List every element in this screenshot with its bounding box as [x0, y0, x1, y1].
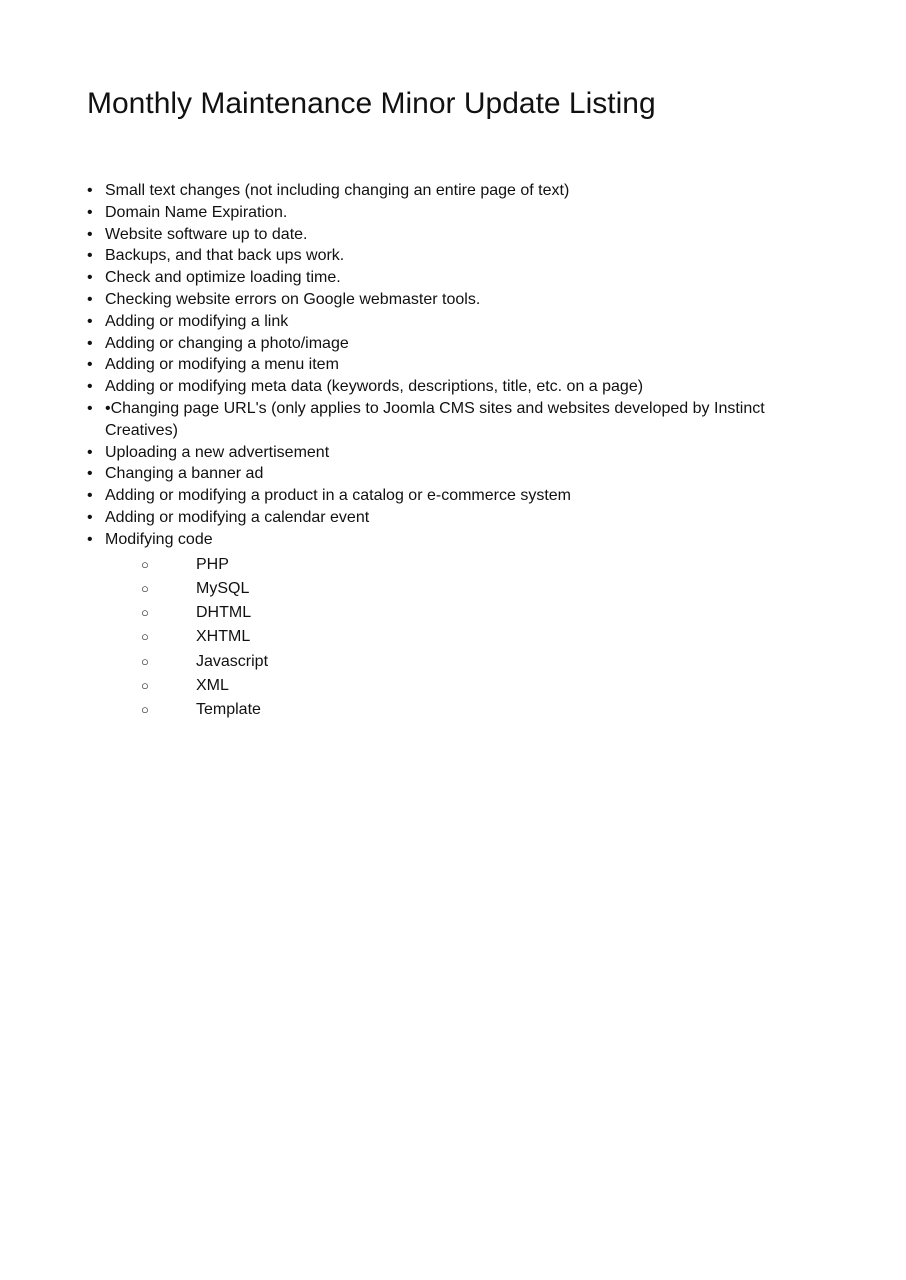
list-item-text: Adding or modifying a calendar event [105, 508, 370, 526]
maintenance-list [87, 180, 827, 723]
bullet-icon: • [87, 530, 93, 548]
bullet-icon: • [87, 334, 93, 352]
circle-bullet-icon: ○ [141, 702, 149, 718]
circle-bullet-icon: ○ [141, 678, 149, 694]
sublist-item [105, 553, 827, 577]
circle-bullet-icon: ○ [141, 580, 149, 596]
list-item [87, 224, 827, 246]
list-item-text: Uploading a new advertisement [105, 443, 330, 461]
sublist-item [105, 698, 827, 722]
bullet-icon: • [87, 399, 93, 417]
bullet-icon: • [87, 225, 93, 243]
list-item [87, 463, 827, 485]
list-item [87, 202, 827, 224]
bullet-icon: • [87, 182, 93, 199]
sublist-item [105, 577, 827, 601]
list-item [87, 398, 827, 442]
bullet-icon: • [87, 290, 93, 308]
bullet-icon: • [87, 443, 93, 461]
bullet-icon: • [87, 356, 93, 374]
list-item [87, 485, 827, 507]
sublist-item-text: Template [196, 701, 261, 719]
list-item-text: Domain Name Expiration. [105, 203, 288, 221]
page-title: Monthly Maintenance Minor Update Listing [87, 87, 656, 120]
sublist-item [105, 625, 827, 649]
list-item [87, 507, 827, 529]
list-item-text: Checking website errors on Google webmaster tools. [105, 290, 481, 308]
bullet-icon: • [87, 203, 93, 221]
list-item [87, 529, 827, 723]
list-item [87, 180, 827, 202]
sublist-item [105, 601, 827, 625]
bullet-icon: • [87, 312, 93, 330]
list-item-text: Check and optimize loading time. [105, 269, 341, 287]
bullet-icon: • [87, 487, 93, 505]
list-item-text: Adding or modifying a menu item [105, 356, 339, 374]
sublist-item-text: MySQL [196, 579, 250, 597]
sublist-item [105, 650, 827, 674]
circle-bullet-icon: ○ [141, 629, 149, 645]
sublist-item [105, 674, 827, 698]
circle-bullet-icon: ○ [141, 605, 149, 621]
list-item-text: Modifying code [105, 530, 213, 548]
bullet-icon: • [87, 465, 93, 483]
bullet-icon: • [87, 378, 93, 396]
sublist-item-text: XHTML [196, 628, 251, 646]
bullet-icon: • [87, 508, 93, 526]
list-item [87, 267, 827, 289]
list-item-text: •Changing page URL's (only applies to Joomla CMS sites and websites developed by Instinct Creatives) [105, 399, 765, 439]
list-item-text: Adding or changing a photo/image [105, 334, 349, 352]
bullet-icon: • [87, 269, 93, 287]
list-item [87, 354, 827, 376]
code-sublist [105, 553, 827, 723]
sublist-item-text: DHTML [196, 604, 252, 622]
list-item [87, 442, 827, 464]
list-item-text: Changing a banner ad [105, 465, 264, 483]
circle-bullet-icon: ○ [141, 653, 149, 669]
list-item-text: Adding or modifying a link [105, 312, 289, 330]
list-item-text: Backups, and that back ups work. [105, 247, 345, 265]
bullet-icon: • [87, 247, 93, 265]
sublist-item-text: PHP [196, 555, 229, 573]
list-item-text: Adding or modifying a product in a catalog or e-commerce system [105, 487, 571, 505]
list-item-text: Website software up to date. [105, 225, 308, 243]
circle-bullet-icon: ○ [141, 556, 149, 572]
list-item [87, 311, 827, 333]
sublist-item-text: Javascript [196, 652, 269, 670]
list-item [87, 289, 827, 311]
list-item-text: Small text changes (not including changing an entire page of text) [105, 182, 570, 199]
list-item [87, 333, 827, 355]
list-item [87, 376, 827, 398]
sublist-item-text: XML [196, 677, 229, 695]
list-item-text: Adding or modifying meta data (keywords, descriptions, title, etc. on a page) [105, 378, 644, 396]
list-item [87, 245, 827, 267]
